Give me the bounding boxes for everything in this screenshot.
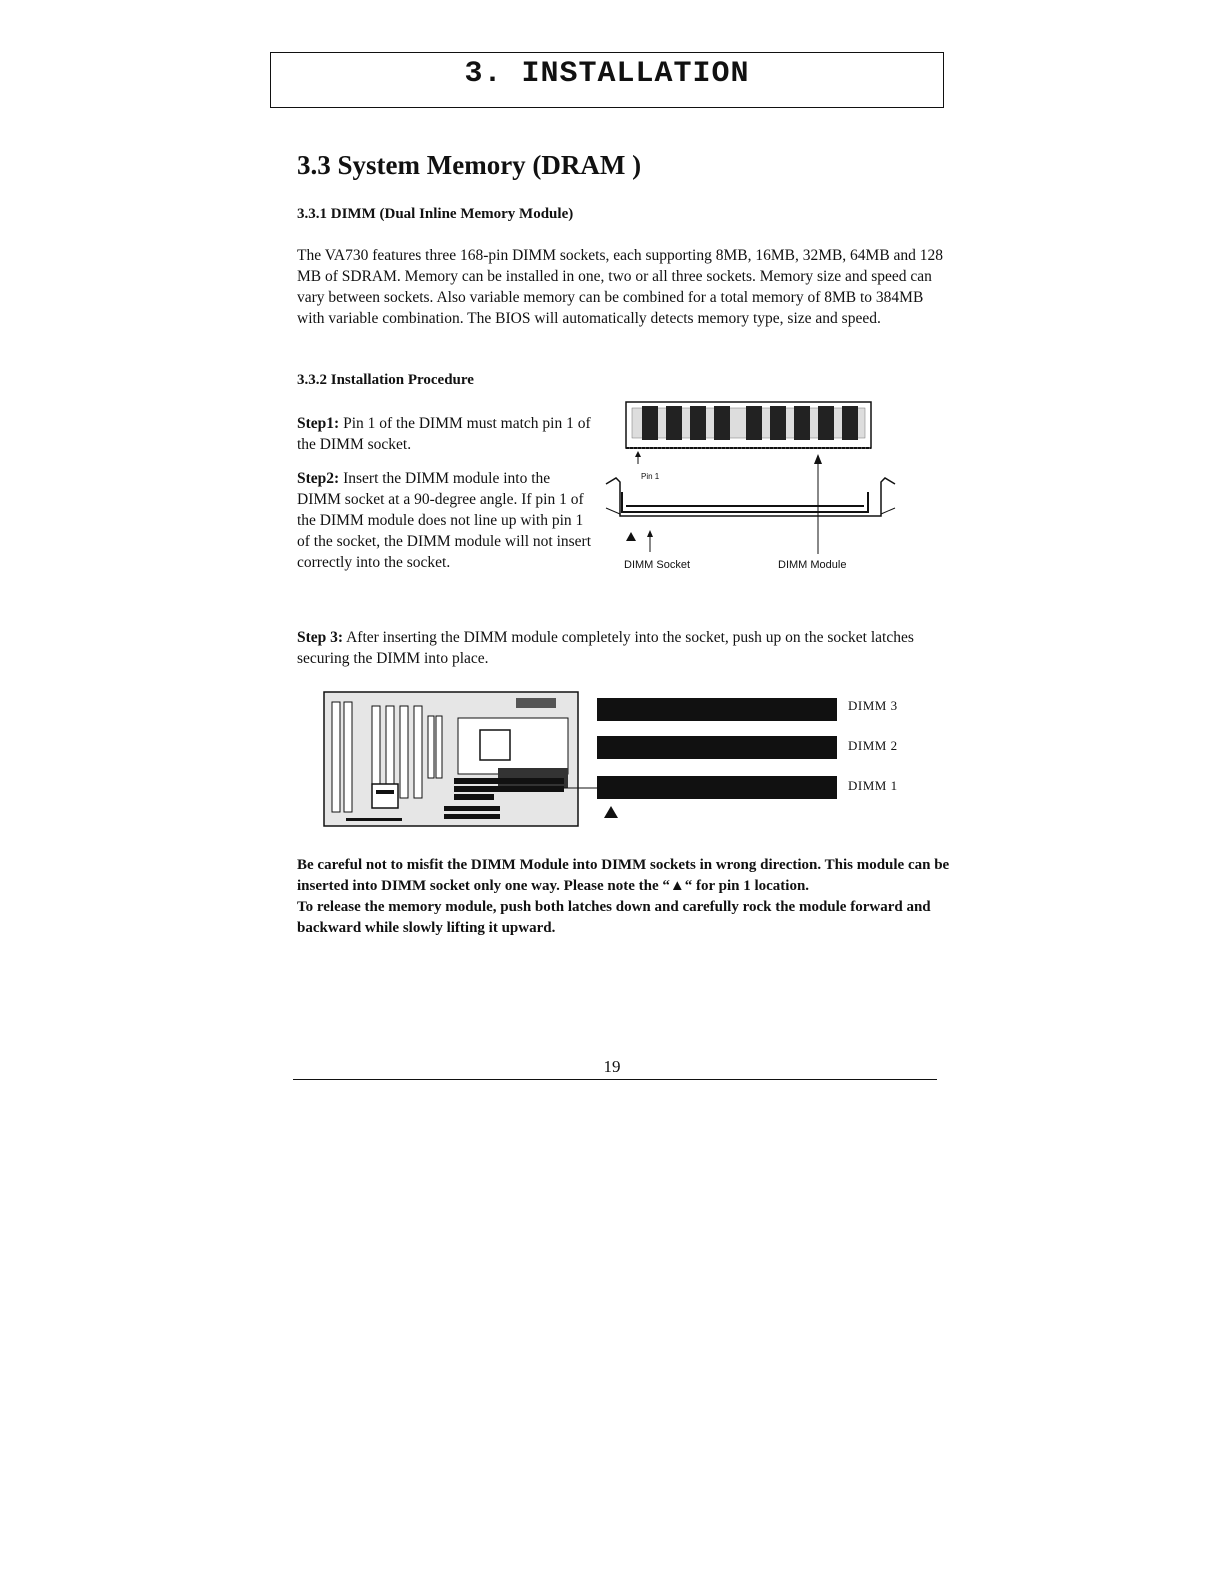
- motherboard-diagram: [320, 688, 850, 828]
- warning-direction: Be careful not to misfit the DIMM Module into DIMM sockets in wrong direction. This module can be inserted into DIMM socket only one way. Please note the “▲“ for pin 1 location.: [297, 857, 950, 894]
- chapter-title: 3. INSTALLATION: [464, 57, 750, 91]
- dimm-module-illustration: [626, 402, 871, 448]
- steps-column: [297, 413, 592, 586]
- dimm-module-pointer: [814, 454, 822, 554]
- dimm-module-label: DIMM Module: [778, 559, 847, 571]
- step-3-label: Step 3:: [297, 629, 344, 646]
- pin1-arrow-socket: [626, 530, 653, 552]
- step-1-label: Step1:: [297, 415, 340, 432]
- warning-notes: [297, 855, 957, 939]
- dimm-2-label: DIMM 2: [848, 738, 898, 753]
- warning-release: To release the memory module, push both latches down and carefully rock the module forward and backward while slowly lifting it upward.: [297, 899, 931, 936]
- step-2-text: Insert the DIMM module into the DIMM socket at a 90-degree angle. If pin 1 of the DIMM module does not line up with pin 1 of the socket, the DIMM module will not insert correctly into the socket.: [297, 470, 592, 571]
- subsection-title-procedure: 3.3.2 Installation Procedure: [297, 372, 474, 388]
- step-3-text: After inserting the DIMM module completely into the socket, push up on the socket latches securing the DIMM into place.: [297, 629, 914, 667]
- pin1-arrow-module: [635, 451, 641, 464]
- dimm-slot-2-bar: [597, 736, 837, 759]
- step-1-text: Pin 1 of the DIMM must match pin 1 of the DIMM socket.: [297, 415, 591, 453]
- dimm-1-label: DIMM 1: [848, 778, 898, 793]
- pin1-marker: [604, 806, 618, 818]
- footer-rule: [293, 1079, 937, 1080]
- dimm-insertion-diagram: [596, 396, 906, 566]
- dimm-slot-1-bar: [597, 776, 837, 799]
- step-3: [297, 627, 947, 669]
- dimm-socket-label: DIMM Socket: [624, 559, 691, 571]
- dimm-3-label: DIMM 3: [848, 698, 898, 713]
- chapter-header: [270, 52, 944, 108]
- step-1: [297, 413, 592, 455]
- step-2: [297, 468, 592, 573]
- page-number: 19: [603, 1057, 621, 1076]
- dimm-socket-illustration: [606, 478, 895, 516]
- pin1-label: Pin 1: [641, 472, 660, 481]
- dimm-slot-3-bar: [597, 698, 837, 721]
- step-2-label: Step2:: [297, 470, 340, 487]
- section-title: 3.3 System Memory (DRAM ): [297, 150, 642, 180]
- dimm-description: The VA730 features three 168-pin DIMM sockets, each supporting 8MB, 16MB, 32MB, 64MB and 128 MB of SDRAM. Memory can be installed in one, two or all three sockets. Memory size and speed can vary between sockets. Also variable memory can be combined for a total memory of 8MB to 384MB with variable combination. The BIOS will automatically detects memory type, size and speed.: [297, 247, 944, 327]
- subsection-title-dimm: 3.3.1 DIMM (Dual Inline Memory Module): [297, 206, 574, 222]
